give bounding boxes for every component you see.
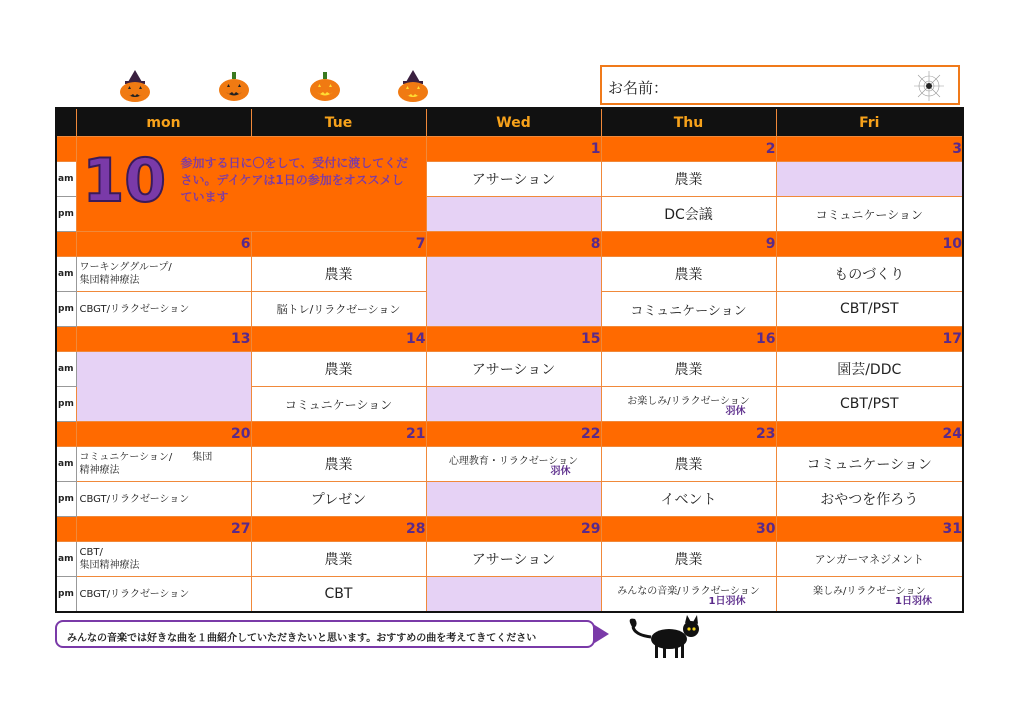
schedule-cell[interactable]: ものづくり	[776, 257, 963, 292]
am-row	[56, 352, 963, 387]
am-label: am	[56, 542, 76, 577]
schedule-cell[interactable]: 脳トレ/リラクゼーション	[251, 292, 426, 327]
schedule-cell[interactable]: 農業	[251, 447, 426, 482]
schedule-cell[interactable]	[601, 387, 776, 422]
pm-row	[56, 577, 963, 613]
schedule-cell[interactable]: 園芸/DDC	[776, 352, 963, 387]
schedule-cell[interactable]	[426, 447, 601, 482]
schedule-cell[interactable]: CBGT/リラクゼーション	[76, 292, 251, 327]
footer-note: みんなの音楽では好きな曲を１曲紹介していただきたいと思います。おすすめの曲を考えてきてください	[67, 633, 537, 644]
pm-row	[56, 482, 963, 517]
pumpkin-icon	[308, 70, 342, 102]
schedule-cell[interactable]: CBGT/リラクゼーション	[76, 482, 251, 517]
schedule-cell[interactable]	[601, 577, 776, 613]
date-row	[56, 137, 963, 162]
am-label: am	[56, 447, 76, 482]
schedule-cell[interactable]: CBT	[251, 577, 426, 613]
black-cat-icon	[625, 615, 705, 660]
schedule-cell[interactable]: コミュニケーション/ 集団 精神療法	[76, 447, 251, 482]
schedule-cell[interactable]: コミュニケーション	[601, 292, 776, 327]
spider-icon	[914, 71, 944, 101]
schedule-cell[interactable]: DC会議	[601, 197, 776, 232]
day-header-mon: mon	[76, 108, 251, 137]
date-row	[56, 327, 963, 352]
schedule-text: お楽しみ/リラクゼーション	[627, 395, 750, 407]
date-cell: 21	[251, 422, 426, 447]
bubble-tail	[593, 624, 609, 644]
schedule-cell	[76, 352, 251, 422]
date-cell: 10	[776, 232, 963, 257]
schedule-cell[interactable]: 農業	[251, 352, 426, 387]
witch-pumpkin-icon	[396, 70, 430, 102]
schedule-cell[interactable]: おやつを作ろう	[776, 482, 963, 517]
witch-pumpkin-icon	[118, 70, 152, 102]
schedule-cell[interactable]: イベント	[601, 482, 776, 517]
am-row	[56, 542, 963, 577]
am-label: am	[56, 257, 76, 292]
name-label: お名前：	[608, 79, 669, 97]
schedule-cell[interactable]: プレゼン	[251, 482, 426, 517]
schedule-text: みんなの音楽/リラクゼーション	[617, 585, 760, 597]
date-cell: 22	[426, 422, 601, 447]
date-cell: 16	[601, 327, 776, 352]
date-cell: 29	[426, 517, 601, 542]
schedule-cell[interactable]: 農業	[251, 542, 426, 577]
pm-label: pm	[56, 387, 76, 422]
schedule-cell[interactable]: コミュニケーション	[776, 447, 963, 482]
date-cell: 28	[251, 517, 426, 542]
intro-panel	[76, 137, 426, 232]
date-row	[56, 517, 963, 542]
pumpkin-icon	[217, 70, 251, 102]
schedule-text: 心理教育・リラクゼーション	[448, 455, 579, 467]
date-cell: 14	[251, 327, 426, 352]
schedule-cell[interactable]: 農業	[251, 257, 426, 292]
date-cell: 20	[76, 422, 251, 447]
schedule-cell[interactable]: CBGT/リラクゼーション	[76, 577, 251, 613]
wing-rest-note: 羽休	[550, 465, 571, 477]
schedule-cell[interactable]: アサーション	[426, 542, 601, 577]
date-cell: 1	[426, 137, 601, 162]
schedule-cell[interactable]: 農業	[601, 542, 776, 577]
schedule-cell[interactable]: CBT/PST	[776, 387, 963, 422]
schedule-cell[interactable]: 農業	[601, 352, 776, 387]
wing-rest-note: 1日羽休	[708, 595, 746, 607]
date-cell: 31	[776, 517, 963, 542]
date-cell: 17	[776, 327, 963, 352]
date-cell: 8	[426, 232, 601, 257]
date-cell: 6	[76, 232, 251, 257]
day-header-thu: Thu	[601, 108, 776, 137]
date-cell: 27	[76, 517, 251, 542]
day-header-fri: Fri	[776, 108, 963, 137]
schedule-cell[interactable]: CBT/ 集団精神療法	[76, 542, 251, 577]
date-row	[56, 232, 963, 257]
schedule-cell	[426, 482, 601, 517]
pm-label: pm	[56, 197, 76, 232]
schedule-text: 楽しみ/リラクゼーション	[812, 585, 926, 597]
pm-label: pm	[56, 292, 76, 327]
am-label: am	[56, 352, 76, 387]
schedule-cell[interactable]: アサーション	[426, 162, 601, 197]
date-cell: 3	[776, 137, 963, 162]
pm-label: pm	[56, 577, 76, 613]
pm-label: pm	[56, 482, 76, 517]
schedule-cell[interactable]: アンガーマネジメント	[776, 542, 963, 577]
date-row	[56, 422, 963, 447]
schedule-cell[interactable]: コミュニケーション	[251, 387, 426, 422]
name-field[interactable]	[600, 65, 960, 105]
day-header-wed: Wed	[426, 108, 601, 137]
schedule-cell[interactable]	[776, 577, 963, 613]
date-cell: 15	[426, 327, 601, 352]
schedule-cell	[426, 387, 601, 422]
date-cell: 9	[601, 232, 776, 257]
schedule-cell[interactable]: 農業	[601, 447, 776, 482]
intro-text: 参加する日に〇をして、受付に渡してください。デイケアは1日の参加をオススメしています	[180, 156, 409, 204]
date-cell: 23	[601, 422, 776, 447]
schedule-cell[interactable]: 農業	[601, 162, 776, 197]
header-corner	[56, 108, 76, 137]
schedule-cell[interactable]: CBT/PST	[776, 292, 963, 327]
date-cell: 24	[776, 422, 963, 447]
am-row	[56, 257, 963, 292]
am-row	[56, 447, 963, 482]
schedule-cell	[776, 162, 963, 197]
date-cell: 30	[601, 517, 776, 542]
day-header-tue: Tue	[251, 108, 426, 137]
date-cell: 2	[601, 137, 776, 162]
schedule-cell[interactable]: コミュニケーション	[776, 197, 963, 232]
schedule-cell[interactable]: アサーション	[426, 352, 601, 387]
schedule-cell	[426, 197, 601, 232]
date-cell: 13	[76, 327, 251, 352]
schedule-cell	[426, 257, 601, 327]
month-number: 10	[82, 146, 166, 216]
schedule-cell[interactable]: 農業	[601, 257, 776, 292]
day-header-row	[56, 108, 963, 137]
footer-note-bubble	[55, 620, 595, 648]
am-label: am	[56, 162, 76, 197]
calendar-table	[55, 107, 964, 613]
schedule-cell[interactable]: ワーキンググループ/ 集団精神療法	[76, 257, 251, 292]
wing-rest-note: 1日羽休	[895, 595, 932, 607]
wing-rest-note: 羽休	[725, 405, 746, 417]
date-cell: 7	[251, 232, 426, 257]
schedule-cell	[426, 577, 601, 613]
